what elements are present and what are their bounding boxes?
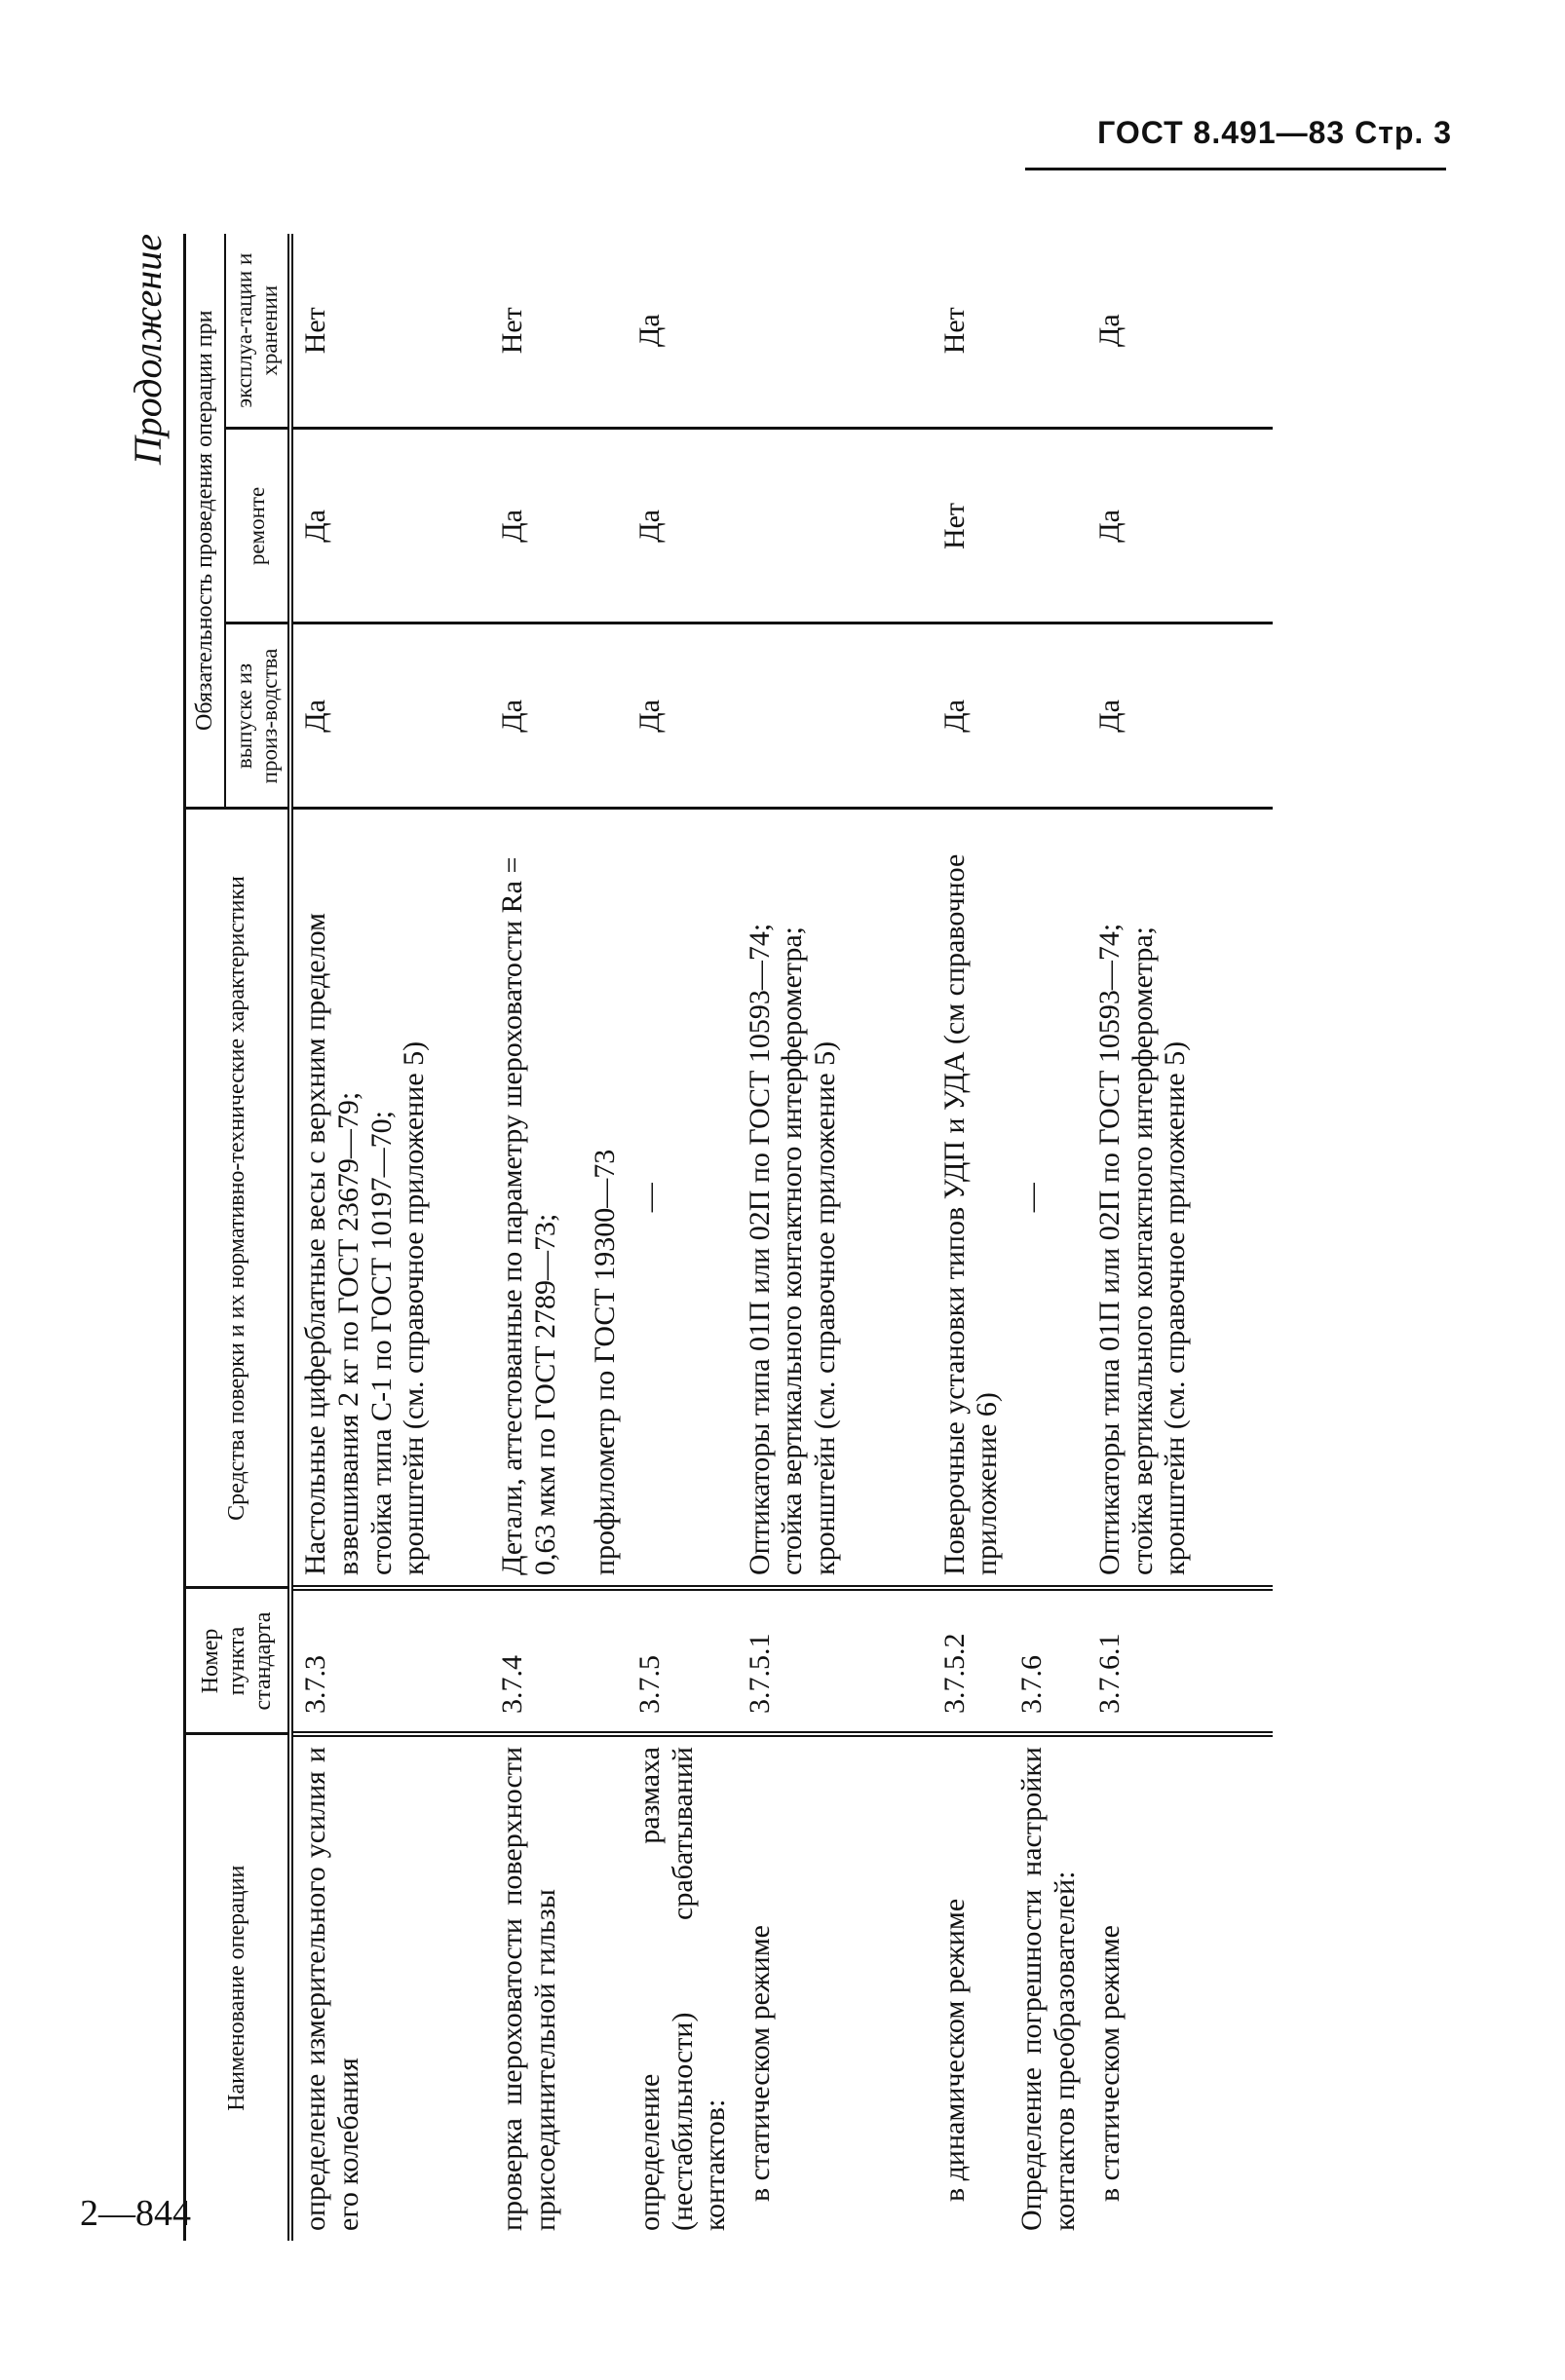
operation-value: Да <box>628 234 738 429</box>
clause-number: 3.7.5 <box>628 1588 738 1734</box>
table-row <box>490 234 583 2241</box>
verification-means <box>1088 809 1273 1588</box>
operation-name: в динамическом режиме <box>937 1898 971 2202</box>
operation-value: Нет <box>933 234 1010 429</box>
operation-name: определение измерительного усилия и его колебания <box>290 1734 490 2241</box>
operation-value: Нет <box>290 234 490 429</box>
repair-value: Нет <box>933 429 1010 623</box>
header-repair: ремонте <box>225 429 291 623</box>
header-operation: эксплуа-тации и хранении <box>225 234 291 429</box>
means-line: Поверочные установки типов УДП и УДА (см справочное приложение 6) <box>937 853 1004 1575</box>
verification-means <box>738 809 933 1588</box>
operation-name: в статическом режиме <box>743 1925 776 2202</box>
means-line: стойка типа С-1 по ГОСТ 10197—70; <box>364 1111 398 1575</box>
page-header: ГОСТ 8.491—83 Стр. 3 <box>1097 115 1452 150</box>
table-row <box>290 234 490 2241</box>
release-value <box>738 623 933 809</box>
continuation-label: Продолжение <box>126 234 170 466</box>
table-row <box>1088 234 1273 2241</box>
release-value: Да <box>1088 623 1273 809</box>
clause-number: 3.7.4 <box>490 1588 583 1734</box>
operation-name: определение размаха (нестабильности) срабатываний контактов: <box>632 1747 732 2231</box>
repair-value: Да <box>628 429 738 623</box>
means-dash: — <box>632 1183 666 1213</box>
means-line: Оптикаторы типа 01П или 02П по ГОСТ 10593—74; <box>743 923 776 1575</box>
header-means: Средства поверки и их нормативно-технические характеристики <box>185 809 291 1588</box>
repair-value <box>1010 429 1088 623</box>
table-row <box>583 234 628 2241</box>
release-value: Да <box>628 623 738 809</box>
means-line: Оптикаторы типа 01П или 02П по ГОСТ 10593—74; <box>1092 923 1126 1575</box>
release-value <box>1010 623 1088 809</box>
repair-value: Да <box>290 429 490 623</box>
clause-number: 3.7.5.1 <box>738 1588 933 1734</box>
means-line: Детали, аттестованные по параметру шероховатости Ra = 0,63 мкм по ГОСТ 2789—73; <box>496 856 561 1575</box>
means-dash: — <box>1014 1183 1048 1213</box>
verification-means <box>290 809 490 1588</box>
verification-means <box>1010 809 1088 1588</box>
table-row <box>628 234 738 2241</box>
header-name: Наименование операции <box>185 1734 291 2241</box>
table-row <box>738 234 933 2241</box>
operation-name: в статическом режиме <box>1092 1925 1126 2202</box>
table-row <box>933 234 1010 2241</box>
release-value: Да <box>290 623 490 809</box>
release-value: Да <box>933 623 1010 809</box>
table-row <box>1010 234 1088 2241</box>
verification-table <box>183 234 1273 2241</box>
verification-means <box>583 809 628 1588</box>
means-line: стойка вертикального контактного интерферометра; <box>776 926 809 1575</box>
means-line: профилометр по ГОСТ 19300—73 <box>589 1149 622 1575</box>
operation-value: Да <box>1088 234 1273 429</box>
header-obligation: Обязательность проведения операции при <box>185 234 225 809</box>
repair-value: Да <box>1088 429 1273 623</box>
page-number: 2—844 <box>80 2193 191 2234</box>
operation-value <box>738 234 933 429</box>
means-line: кронштейн (см. справочное приложение 5) <box>398 1040 431 1575</box>
repair-value <box>738 429 933 623</box>
means-line: кронштейн (см. справочное приложение 5) <box>1159 1040 1192 1575</box>
clause-number: 3.7.6.1 <box>1088 1588 1273 1734</box>
operation-name: проверка шероховатости поверхности присоединительной гильзы <box>496 1747 561 2231</box>
verification-means <box>628 809 738 1588</box>
operation-name: Определение погрешности настройки контактов преобразователей: <box>1014 1747 1081 2231</box>
header-release: выпуске из произ-водства <box>225 623 291 809</box>
means-line: кронштейн (см. справочное приложение 5) <box>808 1040 841 1575</box>
header-number: Номер пункта стандарта <box>185 1588 291 1734</box>
operation-value <box>1010 234 1088 429</box>
repair-value: Да <box>490 429 583 623</box>
clause-number: 3.7.5.2 <box>933 1588 1010 1734</box>
means-line: Настольные циферблатные весы с верхним пределом взвешивания 2 кг по ГОСТ 23679—79; <box>299 913 364 1575</box>
operation-value: Нет <box>490 234 583 429</box>
verification-means <box>490 809 583 1588</box>
verification-means <box>933 809 1010 1588</box>
means-line: стойка вертикального контактного интерферометра; <box>1126 926 1159 1575</box>
clause-number: 3.7.3 <box>290 1588 490 1734</box>
header-rule <box>1025 168 1446 170</box>
clause-number: 3.7.6 <box>1010 1588 1088 1734</box>
rotated-table-block <box>127 234 1452 2241</box>
release-value: Да <box>490 623 583 809</box>
